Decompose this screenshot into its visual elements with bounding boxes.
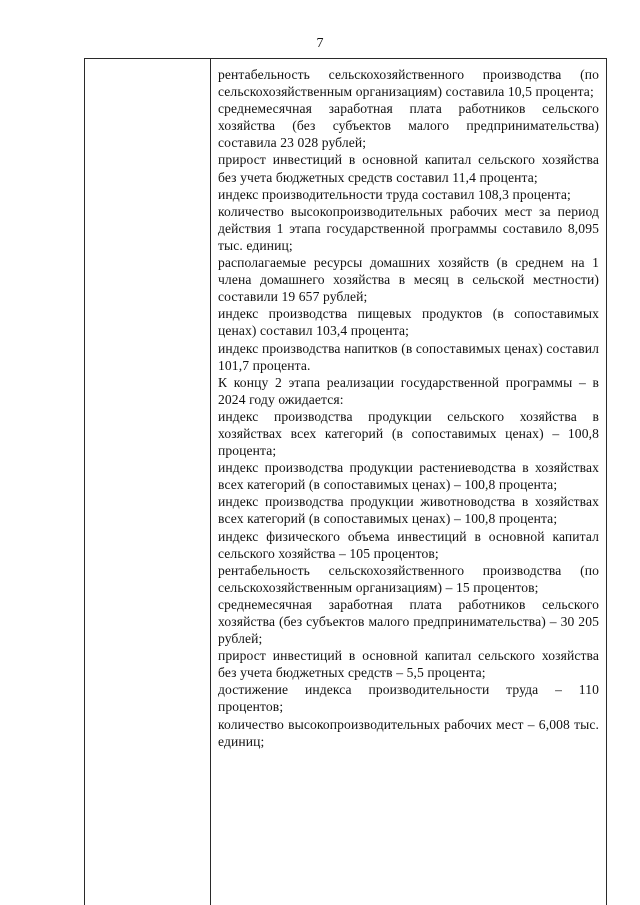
paragraph-15: среднемесячная заработная плата работников сельского хозяйства (без субъектов малого предпринимательства) – 30 205 рублей; — [218, 596, 599, 647]
document-table — [84, 58, 607, 905]
paragraph-17: достижение индекса производительности труда – 110 процентов; — [218, 682, 599, 715]
paragraph-16: прирост инвестиций в основной капитал сельского хозяйства без учета бюджетных средств – 5,5 процента; — [218, 648, 599, 681]
paragraph-4: индекс производительности труда составил 108,3 процента; — [218, 186, 571, 202]
paragraph-5: количество высокопроизводительных рабочих мест за период действия 1 этапа государственной программы составило 8,095 тыс. единиц; — [218, 203, 599, 253]
paragraph-8: индекс производства напитков (в сопоставимых ценах) составил 101,7 процента. — [218, 340, 599, 373]
paragraph-1: рентабельность сельскохозяйственного производства (по сельскохозяйственным организациям) составила 10,5 процента; — [218, 67, 599, 100]
table-text-cell — [218, 66, 599, 750]
paragraph-10: индекс производства продукции сельского хозяйства в хозяйствах всех категорий (в сопоставимых ценах) – 100,8 процента; — [218, 408, 599, 459]
page-number: 7 — [316, 36, 324, 51]
paragraph-18: количество высокопроизводительных рабочих мест – 6,008 тыс. единиц; — [218, 716, 599, 749]
column-divider — [210, 59, 211, 905]
paragraph-2: среднемесячная заработная плата работников сельского хозяйства (без субъектов малого предпринимательства) составила 23 028 рублей; — [218, 101, 599, 151]
paragraph-3: прирост инвестиций в основной капитал сельского хозяйства без учета бюджетных средств составил 11,4 процента; — [218, 152, 599, 185]
paragraph-13: индекс физического объема инвестиций в основной капитал сельского хозяйства – 105 процентов; — [218, 528, 599, 561]
paragraph-12: индекс производства продукции животноводства в хозяйствах всех категорий (в сопоставимых ценах) – 100,8 процента; — [218, 494, 599, 527]
paragraph-9: К концу 2 этапа реализации государственной программы – в 2024 году ожидается: — [218, 374, 599, 407]
paragraph-14: рентабельность сельскохозяйственного производства (по сельскохозяйственным организациям) – 15 процентов; — [218, 562, 599, 595]
paragraph-6: располагаемые ресурсы домашних хозяйств (в среднем на 1 члена домашнего хозяйства в месяц в сельской местности) составили 19 657 рублей; — [218, 255, 599, 305]
paragraph-11: индекс производства продукции растениеводства в хозяйствах всех категорий (в сопоставимых ценах) – 100,8 процента; — [218, 460, 599, 493]
paragraph-7: индекс производства пищевых продуктов (в сопоставимых ценах) составил 103,4 процента; — [218, 306, 599, 339]
